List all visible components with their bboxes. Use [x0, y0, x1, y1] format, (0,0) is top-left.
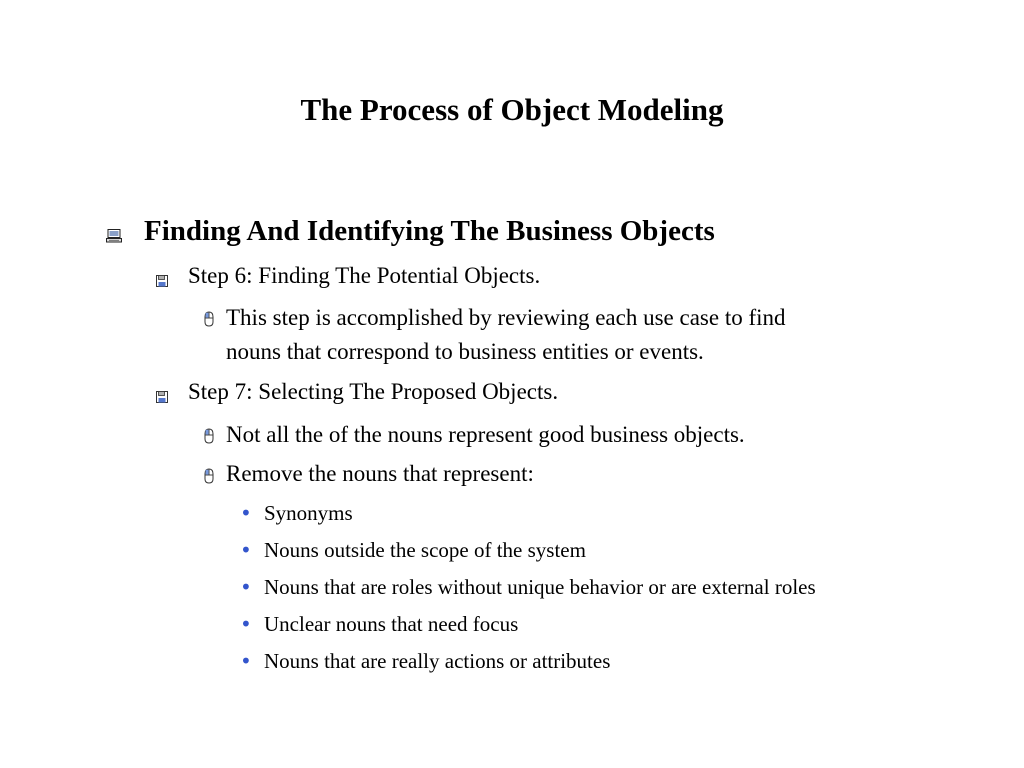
step-6-point-line-2: nouns that correspond to business entities or events. — [226, 339, 704, 364]
subpoint-actions-attributes: Nouns that are really actions or attributes — [264, 649, 611, 673]
mouse-icon — [202, 311, 216, 327]
bullet-dot: • — [240, 649, 252, 673]
bullet-dot: • — [240, 501, 252, 525]
subpoint-roles: Nouns that are roles without unique behavior or are external roles — [264, 575, 816, 599]
bullet-dot: • — [240, 538, 252, 562]
step-7-point-2: Remove the nouns that represent: — [226, 461, 534, 486]
subpoint-outside-scope: Nouns outside the scope of the system — [264, 538, 586, 562]
section-heading: Finding And Identifying The Business Objects — [144, 215, 715, 247]
subpoint-synonyms: Synonyms — [264, 501, 353, 525]
step-7-point-1: Not all the of the nouns represent good business objects. — [226, 422, 745, 447]
bullet-dot: • — [240, 612, 252, 636]
mouse-icon — [202, 468, 216, 484]
floppy-disk-icon — [156, 275, 168, 287]
step-7-label: Step 7: Selecting The Proposed Objects. — [188, 379, 559, 404]
subpoint-unclear: Unclear nouns that need focus — [264, 612, 519, 636]
floppy-disk-icon — [156, 391, 168, 403]
computer-icon — [106, 229, 122, 243]
slide-title: The Process of Object Modeling — [300, 92, 724, 127]
mouse-icon — [202, 428, 216, 444]
step-6-label: Step 6: Finding The Potential Objects. — [188, 263, 541, 288]
bullet-dot: • — [240, 575, 252, 599]
step-6-point-line-1: This step is accomplished by reviewing each use case to find — [226, 305, 786, 330]
